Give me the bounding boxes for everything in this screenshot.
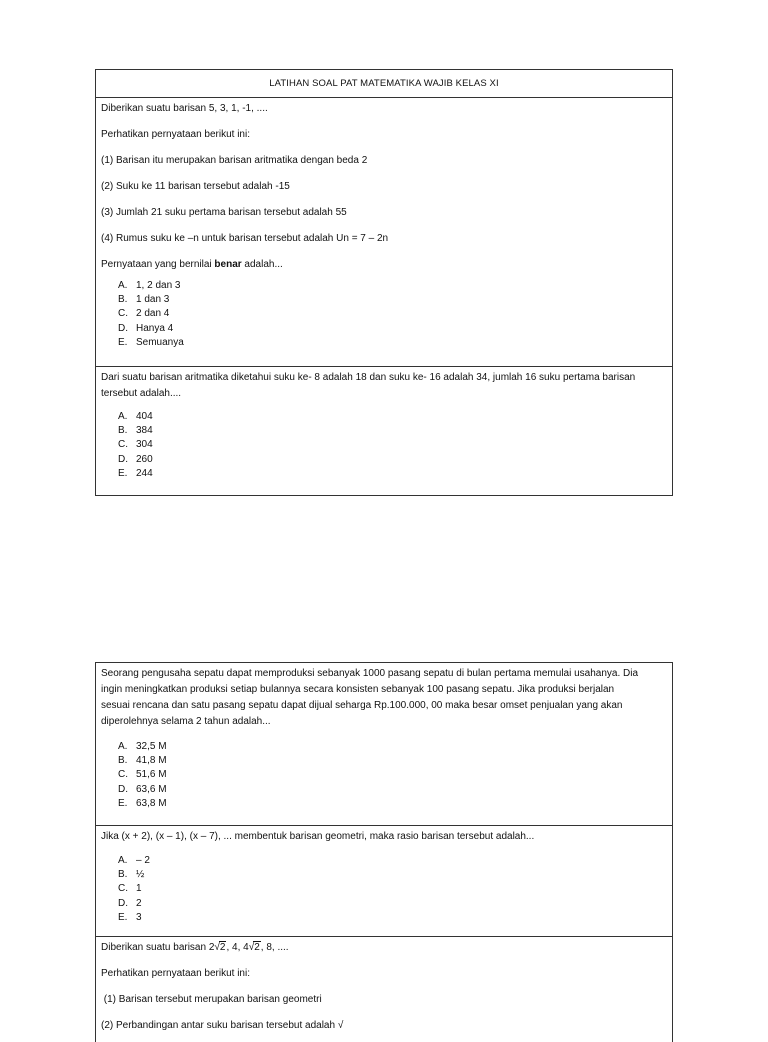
question-2-stem-line-1: Dari suatu barisan aritmatika diketahui suku ke- 8 adalah 18 dan suku ke- 16 adalah 34, jumlah 16 suku pertama barisan [101, 372, 636, 383]
question-5-statement-2: (2) Perbandingan antar suku barisan tersebut adalah √ [101, 1020, 344, 1031]
question-1-options [118, 279, 667, 350]
question-table-2 [95, 662, 673, 1042]
option: D. 260 [118, 453, 153, 465]
question-1 [96, 98, 672, 367]
sqrt-symbol: √2 [214, 942, 226, 953]
option: B. 384 [118, 425, 153, 437]
sqrt-symbol: √2 [248, 942, 260, 953]
option: A. 404 [118, 411, 153, 422]
option: B. 1 dan 3 [118, 294, 170, 306]
option: A. 32,5 M [118, 741, 167, 752]
option: B. 41,8 M [118, 755, 167, 767]
question-1-statement-2: (2) Suku ke 11 barisan tersebut adalah -15 [101, 181, 290, 192]
question-table-1 [95, 69, 673, 496]
option: A. – 2 [118, 855, 150, 866]
option: C. 1 [118, 883, 142, 895]
document-title: LATIHAN SOAL PAT MATEMATIKA WAJIB KELAS XI [96, 70, 672, 98]
question-4-options [118, 854, 667, 925]
question-2-stem-line-2: tersebut adalah.... [101, 388, 182, 399]
question-4-stem: Jika (x + 2), (x – 1), (x – 7), ... membentuk barisan geometri, maka rasio barisan tersebut adalah... [101, 831, 535, 842]
question-3-line-1: Seorang pengusaha sepatu dapat memproduksi sebanyak 1000 pasang sepatu di bulan pertama memulai usahanya. Dia [101, 668, 639, 679]
option: D. Hanya 4 [118, 322, 174, 334]
question-3-line-2: ingin meningkatkan produksi setiap bulannya secara konsisten sebanyak 100 pasang sepatu. Jika produksi berjalan [101, 684, 615, 695]
option: A. 1, 2 dan 3 [118, 280, 181, 291]
question-5-intro: Perhatikan pernyataan berikut ini: [101, 968, 250, 979]
option: E. 244 [118, 467, 153, 479]
question-1-statement-3: (3) Jumlah 21 suku pertama barisan tersebut adalah 55 [101, 207, 347, 218]
question-3-line-3: sesuai rencana dan satu pasang sepatu dapat dijual seharga Rp.100.000, 00 maka besar omset penjualan yang akan [101, 700, 623, 711]
option: B. ½ [118, 869, 145, 881]
question-5 [96, 937, 672, 1034]
question-2-options [118, 410, 667, 481]
question-1-statement-4: (4) Rumus suku ke –n untuk barisan tersebut adalah Un = 7 – 2n [101, 233, 389, 244]
option: E. 63,8 M [118, 797, 167, 809]
question-1-statement-1: (1) Barisan itu merupakan barisan aritmatika dengan beda 2 [101, 155, 368, 166]
sqrt-symbol: √ [337, 1020, 344, 1031]
question-2 [96, 367, 672, 481]
option: E. Semuanya [118, 336, 184, 348]
question-4 [96, 826, 672, 937]
option: C. 2 dan 4 [118, 308, 170, 320]
option: D. 2 [118, 897, 142, 909]
question-3-line-4: diperolehnya selama 2 tahun adalah... [101, 716, 271, 727]
option: C. 51,6 M [118, 769, 167, 781]
option: C. 304 [118, 439, 153, 451]
question-3 [96, 663, 672, 826]
question-3-options [118, 740, 667, 811]
question-5-stem: Diberikan suatu barisan 2√2, 4, 4√2, 8, .... [101, 940, 667, 956]
question-1-intro: Perhatikan pernyataan berikut ini: [101, 129, 250, 140]
question-1-ask: Pernyataan yang bernilai benar adalah... [101, 259, 283, 270]
option: E. 3 [118, 911, 142, 923]
question-5-statement-1: (1) Barisan tersebut merupakan barisan geometri [101, 994, 322, 1005]
question-1-stem: Diberikan suatu barisan 5, 3, 1, -1, .... [101, 103, 268, 114]
option: D. 63,6 M [118, 783, 167, 795]
